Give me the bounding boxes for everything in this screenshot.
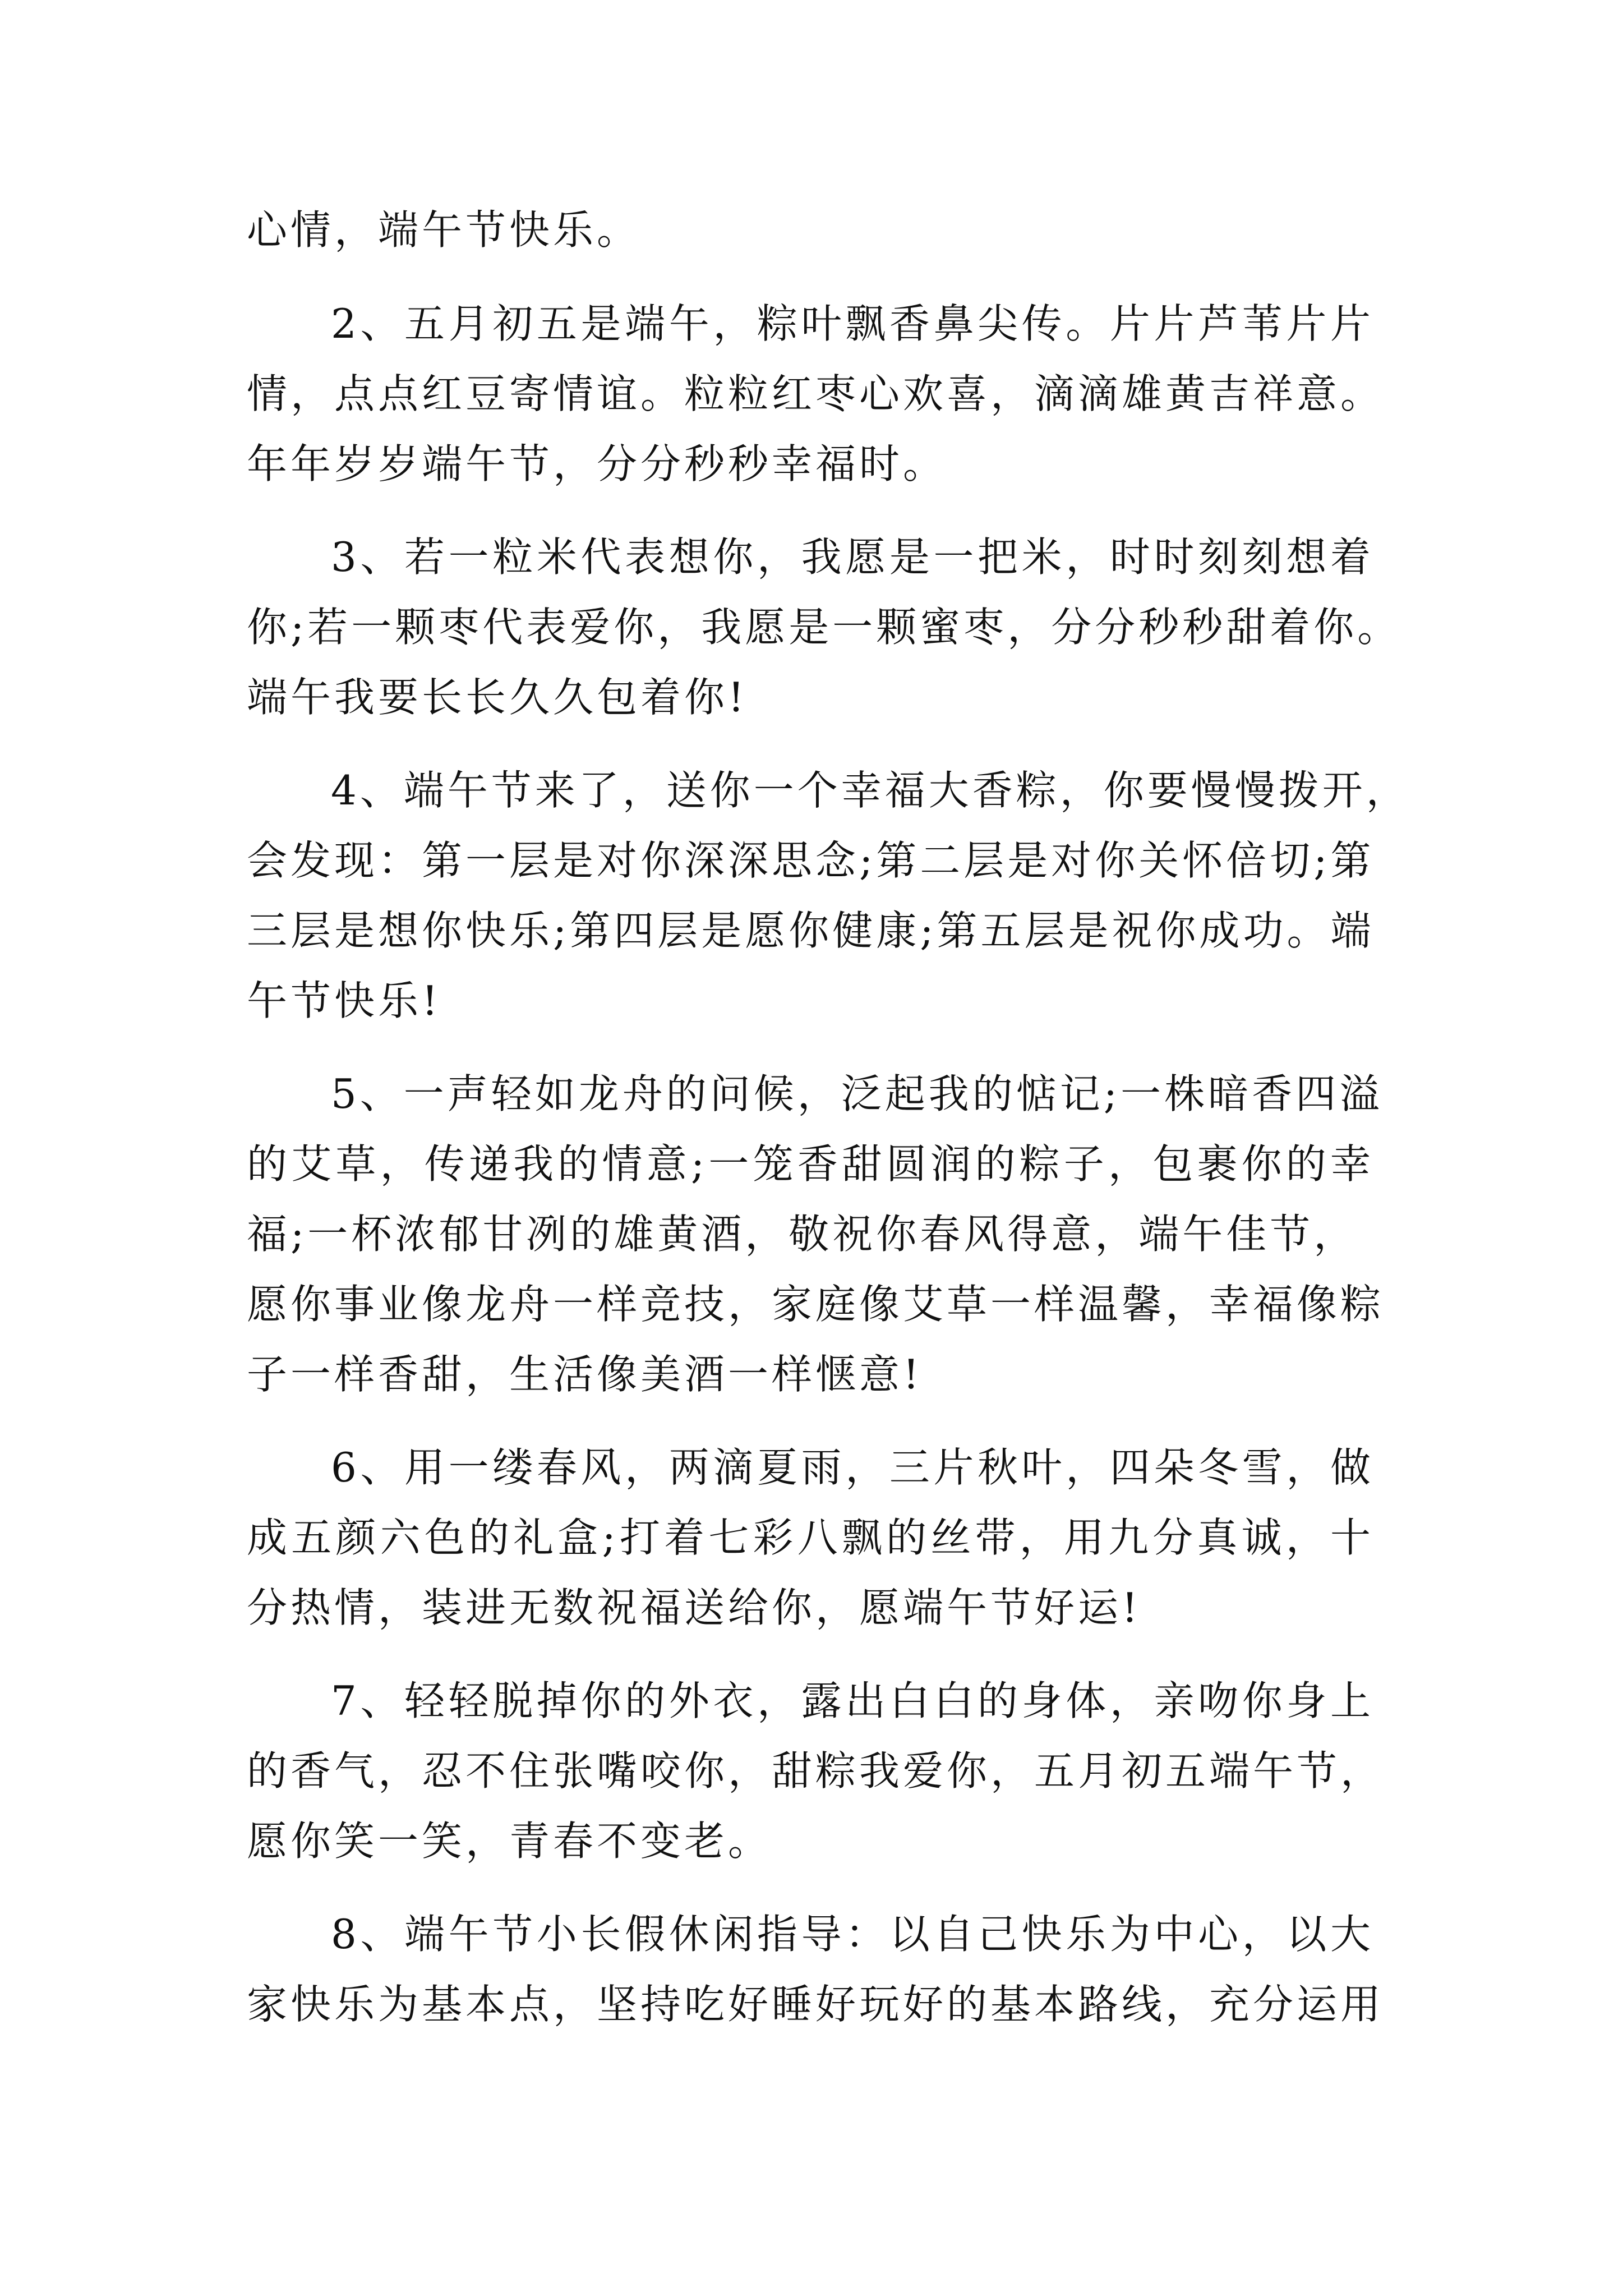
paragraph-7-line-2: 的香气，忍不住张嘴咬你，甜粽我爱你，五月初五端午节，	[247, 1747, 1385, 1795]
paragraph-3-line-3: 端午我要长长久久包着你!	[247, 674, 748, 721]
paragraph-2-line-2: 情，点点红豆寄情谊。粒粒红枣心欢喜，滴滴雄黄吉祥意。	[247, 370, 1385, 417]
paragraph-6-line-2: 成五颜六色的礼盒;打着七彩八飘的丝带，用九分真诚，十	[247, 1514, 1374, 1561]
paragraph-5-line-2: 的艾草，传递我的情意;一笼香甜圆润的粽子，包裹你的幸	[247, 1140, 1374, 1188]
paragraph-5-line-5: 子一样香甜，生活像美酒一样惬意!	[247, 1351, 923, 1398]
paragraph-8-line-1: 8、端午节小长假休闲指导：以自己快乐为中心，以大	[331, 1911, 1374, 1958]
paragraph-4-line-2: 会发现：第一层是对你深深思念;第二层是对你关怀倍切;第	[247, 837, 1375, 884]
paragraph-6-line-3: 分热情，装进无数祝福送给你，愿端午节好运!	[247, 1584, 1141, 1631]
text-line: 心情，端午节快乐。	[247, 206, 641, 254]
paragraph-5-line-4: 愿你事业像龙舟一样竞技，家庭像艾草一样温馨，幸福像粽	[247, 1281, 1385, 1328]
paragraph-5-line-3: 福;一杯浓郁甘冽的雄黄酒，敬祝你春风得意，端午佳节，	[247, 1211, 1358, 1258]
paragraph-6-line-1: 6、用一缕春风，两滴夏雨，三片秋叶，四朵冬雪，做	[331, 1444, 1374, 1491]
paragraph-7-line-1: 7、轻轻脱掉你的外衣，露出白白的身体，亲吻你身上	[331, 1677, 1374, 1724]
paragraph-8-line-2: 家快乐为基本点，坚持吃好睡好玩好的基本路线，充分运用	[247, 1981, 1385, 2028]
paragraph-5-line-1: 5、一声轻如龙舟的问候，泛起我的惦记;一株暗香四溢	[331, 1070, 1384, 1117]
paragraph-4-line-3: 三层是想你快乐;第四层是愿你健康;第五层是祝你成功。端	[247, 907, 1375, 954]
paragraph-3-line-1: 3、若一粒米代表想你，我愿是一把米，时时刻刻想着	[331, 533, 1374, 581]
paragraph-2-line-1: 2、五月初五是端午，粽叶飘香鼻尖传。片片芦苇片片	[331, 300, 1374, 347]
paragraph-3-line-2: 你;若一颗枣代表爱你，我愿是一颗蜜枣，分分秒秒甜着你。	[247, 604, 1401, 651]
paragraph-4-line-4: 午节快乐!	[247, 977, 441, 1024]
paragraph-2-line-3: 年年岁岁端午节，分分秒秒幸福时。	[247, 440, 947, 487]
paragraph-4-line-1: 4、端午节来了，送你一个幸福大香粽，你要慢慢拨开，	[331, 767, 1410, 814]
paragraph-7-line-3: 愿你笑一笑，青春不变老。	[247, 1818, 772, 1865]
